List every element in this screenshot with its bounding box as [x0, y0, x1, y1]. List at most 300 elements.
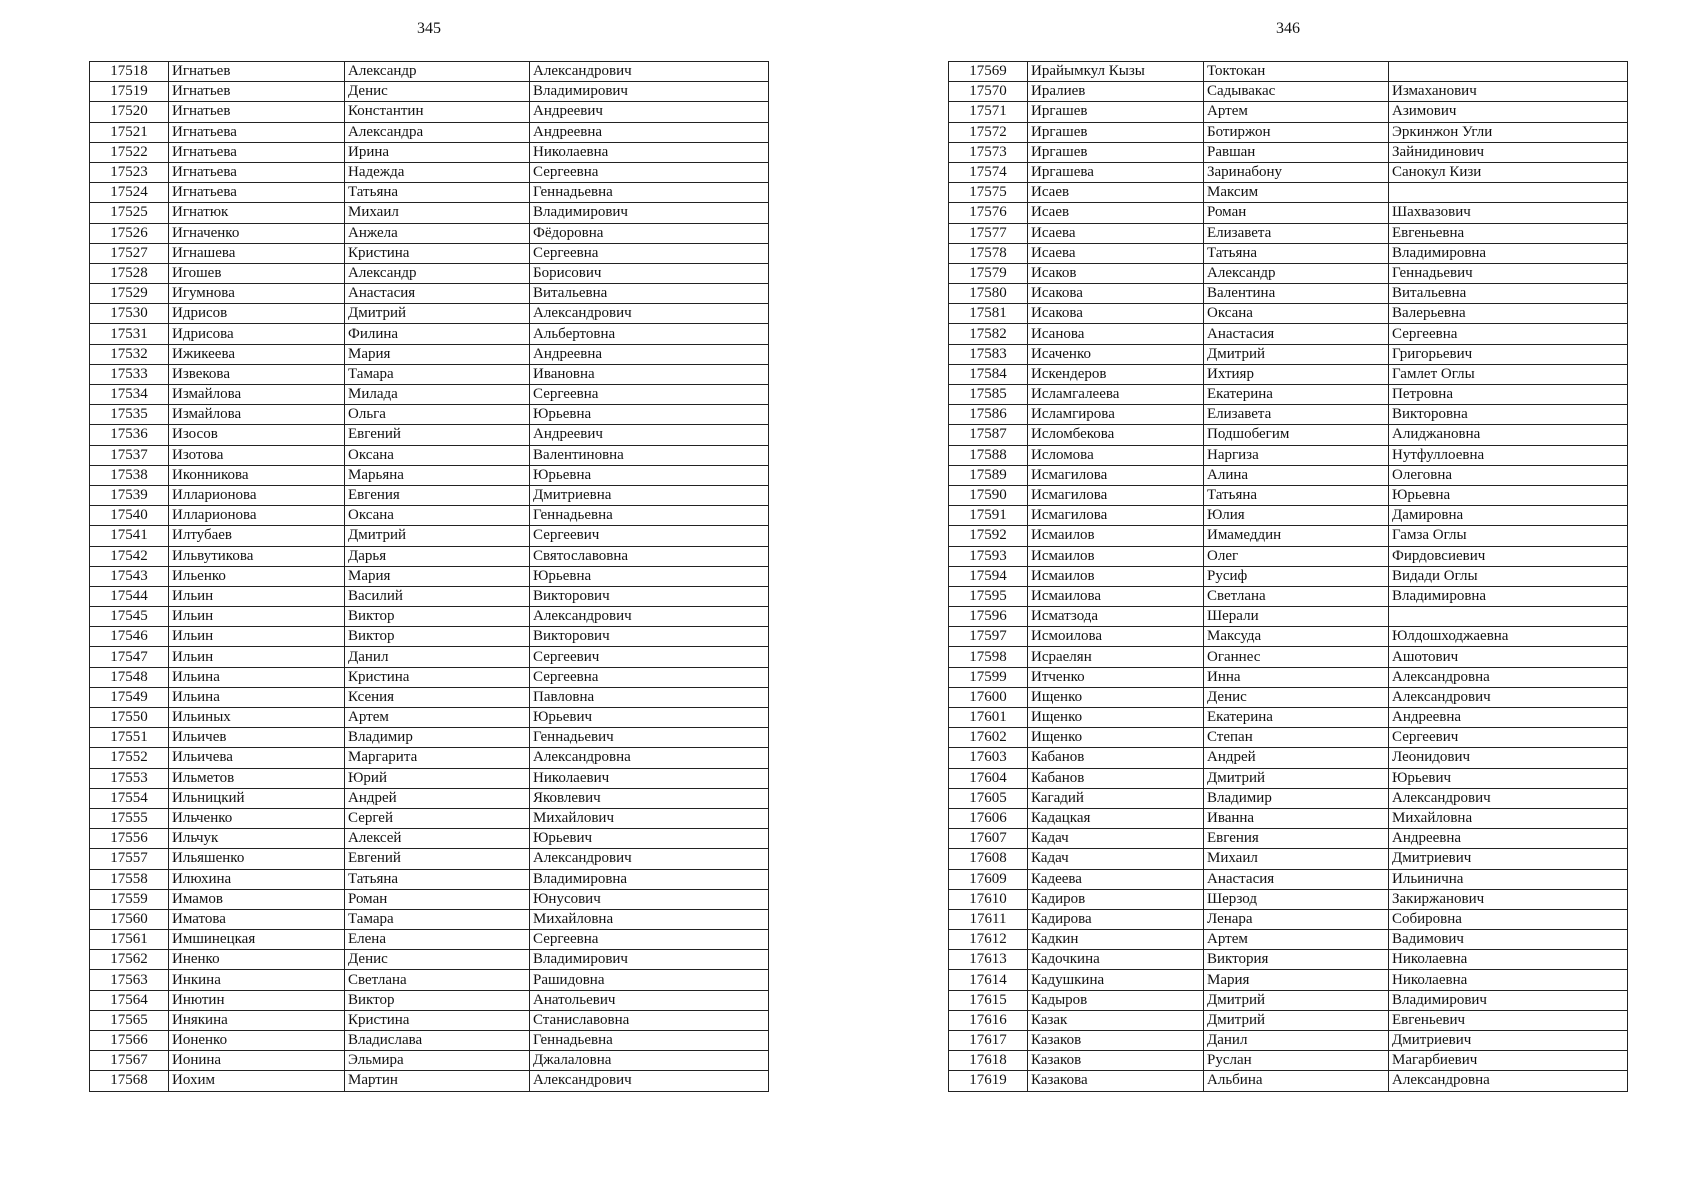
patronymic-cell: Сергеевич	[530, 647, 769, 667]
patronymic-cell: Юнусович	[530, 889, 769, 909]
first-name-cell: Тамара	[345, 364, 530, 384]
last-name-cell: Измайлова	[169, 385, 345, 405]
first-name-cell: Денис	[345, 950, 530, 970]
table-row	[949, 869, 1628, 889]
table-row	[90, 708, 769, 728]
table-row	[90, 768, 769, 788]
entry-number-cell: 17585	[949, 385, 1028, 405]
first-name-cell: Кристина	[345, 667, 530, 687]
table-row	[949, 930, 1628, 950]
table-row	[90, 102, 769, 122]
table-row	[90, 385, 769, 405]
first-name-cell: Владимир	[345, 728, 530, 748]
first-name-cell: Татьяна	[1204, 243, 1389, 263]
entry-number-cell: 17520	[90, 102, 169, 122]
first-name-cell: Виктор	[345, 607, 530, 627]
entry-number-cell: 17525	[90, 203, 169, 223]
last-name-cell: Ижикеева	[169, 344, 345, 364]
last-name-cell: Ильичев	[169, 728, 345, 748]
entry-number-cell: 17593	[949, 546, 1028, 566]
table-row	[949, 425, 1628, 445]
table-row	[90, 1051, 769, 1071]
table-row	[949, 950, 1628, 970]
patronymic-cell: Джалаловна	[530, 1051, 769, 1071]
patronymic-cell: Михайловна	[1389, 808, 1628, 828]
entry-number-cell: 17582	[949, 324, 1028, 344]
first-name-cell: Кристина	[345, 1010, 530, 1030]
entry-number-cell: 17613	[949, 950, 1028, 970]
last-name-cell: Исанова	[1028, 324, 1204, 344]
last-name-cell: Игнатьев	[169, 82, 345, 102]
table-row	[949, 788, 1628, 808]
table-row	[949, 1071, 1628, 1091]
last-name-cell: Иргашева	[1028, 162, 1204, 182]
entry-number-cell: 17559	[90, 889, 169, 909]
entry-number-cell: 17568	[90, 1071, 169, 1091]
table-row	[949, 829, 1628, 849]
first-name-cell: Валентина	[1204, 284, 1389, 304]
entry-number-cell: 17524	[90, 183, 169, 203]
table-row	[90, 889, 769, 909]
entry-number-cell: 17545	[90, 607, 169, 627]
first-name-cell: Надежда	[345, 162, 530, 182]
entry-number-cell: 17608	[949, 849, 1028, 869]
last-name-cell: Исмаилова	[1028, 586, 1204, 606]
table-row	[949, 122, 1628, 142]
first-name-cell: Елизавета	[1204, 405, 1389, 425]
last-name-cell: Ильин	[169, 647, 345, 667]
patronymic-cell: Александровна	[1389, 1071, 1628, 1091]
patronymic-cell: Витальевна	[530, 284, 769, 304]
patronymic-cell: Андреевна	[1389, 829, 1628, 849]
table-row	[949, 526, 1628, 546]
entry-number-cell: 17614	[949, 970, 1028, 990]
patronymic-cell: Александровна	[530, 748, 769, 768]
last-name-cell: Иохим	[169, 1071, 345, 1091]
table-row	[949, 405, 1628, 425]
table-row	[949, 304, 1628, 324]
table-row	[90, 162, 769, 182]
entry-number-cell: 17521	[90, 122, 169, 142]
first-name-cell: Заринабону	[1204, 162, 1389, 182]
patronymic-cell: Николаевна	[1389, 970, 1628, 990]
table-row	[90, 728, 769, 748]
entry-number-cell: 17535	[90, 405, 169, 425]
patronymic-cell	[1389, 607, 1628, 627]
first-name-cell: Владислава	[345, 1031, 530, 1051]
entry-number-cell: 17541	[90, 526, 169, 546]
patronymic-cell: Собировна	[1389, 909, 1628, 929]
patronymic-cell	[1389, 183, 1628, 203]
entry-number-cell: 17579	[949, 263, 1028, 283]
table-row	[90, 546, 769, 566]
table-row	[90, 425, 769, 445]
patronymic-cell: Александровна	[1389, 667, 1628, 687]
last-name-cell: Игошев	[169, 263, 345, 283]
table-row	[949, 162, 1628, 182]
patronymic-cell: Алиджановна	[1389, 425, 1628, 445]
table-row	[949, 243, 1628, 263]
patronymic-cell: Сергеевна	[530, 667, 769, 687]
first-name-cell: Юлия	[1204, 506, 1389, 526]
patronymic-cell: Андреевна	[530, 122, 769, 142]
entry-number-cell: 17591	[949, 506, 1028, 526]
first-name-cell: Дмитрий	[1204, 768, 1389, 788]
entry-number-cell: 17601	[949, 708, 1028, 728]
last-name-cell: Кадач	[1028, 849, 1204, 869]
table-row	[90, 1071, 769, 1091]
table-row	[90, 142, 769, 162]
entry-number-cell: 17573	[949, 142, 1028, 162]
table-row	[90, 465, 769, 485]
patronymic-cell: Николаевич	[530, 768, 769, 788]
patronymic-cell: Гамлет Оглы	[1389, 364, 1628, 384]
entry-number-cell: 17533	[90, 364, 169, 384]
patronymic-cell: Владимирович	[1389, 990, 1628, 1010]
patronymic-cell: Ивановна	[530, 364, 769, 384]
first-name-cell: Милада	[345, 385, 530, 405]
entry-number-cell: 17542	[90, 546, 169, 566]
table-row	[90, 405, 769, 425]
last-name-cell: Ильин	[169, 627, 345, 647]
patronymic-cell: Александрович	[530, 62, 769, 82]
table-row	[90, 627, 769, 647]
last-name-cell: Кадыров	[1028, 990, 1204, 1010]
first-name-cell: Артем	[1204, 930, 1389, 950]
last-name-cell: Ионенко	[169, 1031, 345, 1051]
patronymic-cell: Юрьевич	[530, 708, 769, 728]
last-name-cell: Исаева	[1028, 243, 1204, 263]
entry-number-cell: 17540	[90, 506, 169, 526]
last-name-cell: Имшинецкая	[169, 930, 345, 950]
table-row	[949, 445, 1628, 465]
patronymic-cell: Викторович	[530, 627, 769, 647]
table-row	[949, 909, 1628, 929]
first-name-cell: Елизавета	[1204, 223, 1389, 243]
first-name-cell: Имамеддин	[1204, 526, 1389, 546]
right-page	[948, 0, 1628, 1200]
last-name-cell: Инютин	[169, 990, 345, 1010]
table-row	[90, 687, 769, 707]
last-name-cell: Кадушкина	[1028, 970, 1204, 990]
patronymic-cell: Фирдовсиевич	[1389, 546, 1628, 566]
last-name-cell: Кадирова	[1028, 909, 1204, 929]
first-name-cell: Александр	[1204, 263, 1389, 283]
last-name-cell: Кабанов	[1028, 748, 1204, 768]
patronymic-cell: Эркинжон Угли	[1389, 122, 1628, 142]
table-row	[949, 970, 1628, 990]
first-name-cell: Максим	[1204, 183, 1389, 203]
last-name-cell: Исраелян	[1028, 647, 1204, 667]
entry-number-cell: 17563	[90, 970, 169, 990]
last-name-cell: Казаков	[1028, 1031, 1204, 1051]
table-row	[90, 1031, 769, 1051]
last-name-cell: Изосов	[169, 425, 345, 445]
first-name-cell: Оксана	[345, 506, 530, 526]
patronymic-cell: Магарбиевич	[1389, 1051, 1628, 1071]
table-row	[949, 263, 1628, 283]
first-name-cell: Ирина	[345, 142, 530, 162]
table-row	[90, 445, 769, 465]
entry-number-cell: 17576	[949, 203, 1028, 223]
table-row	[90, 62, 769, 82]
first-name-cell: Алексей	[345, 829, 530, 849]
entry-number-cell: 17577	[949, 223, 1028, 243]
table-row	[949, 607, 1628, 627]
patronymic-cell: Евгеньевна	[1389, 223, 1628, 243]
left-page	[89, 0, 769, 1200]
patronymic-cell: Владимировна	[530, 869, 769, 889]
first-name-cell: Роман	[345, 889, 530, 909]
patronymic-cell: Фёдоровна	[530, 223, 769, 243]
first-name-cell: Евгений	[345, 849, 530, 869]
patronymic-cell: Евгеньевич	[1389, 1010, 1628, 1030]
entry-number-cell: 17534	[90, 385, 169, 405]
table-row	[949, 142, 1628, 162]
patronymic-cell: Михайлович	[530, 808, 769, 828]
table-row	[90, 990, 769, 1010]
last-name-cell: Илларионова	[169, 506, 345, 526]
patronymic-cell: Дмитриевна	[530, 485, 769, 505]
table-row	[949, 506, 1628, 526]
table-row	[90, 647, 769, 667]
patronymic-cell: Александрович	[1389, 788, 1628, 808]
table-row	[949, 1010, 1628, 1030]
last-name-cell: Казакова	[1028, 1071, 1204, 1091]
last-name-cell: Ильин	[169, 586, 345, 606]
table-row	[90, 829, 769, 849]
patronymic-cell: Викторовна	[1389, 405, 1628, 425]
entry-number-cell: 17536	[90, 425, 169, 445]
entry-number-cell: 17544	[90, 586, 169, 606]
entry-number-cell: 17578	[949, 243, 1028, 263]
last-name-cell: Игнатьева	[169, 162, 345, 182]
patronymic-cell: Олеговна	[1389, 465, 1628, 485]
table-row	[949, 1051, 1628, 1071]
first-name-cell: Александр	[345, 62, 530, 82]
last-name-cell: Кабанов	[1028, 768, 1204, 788]
entry-number-cell: 17522	[90, 142, 169, 162]
last-name-cell: Игнатьев	[169, 102, 345, 122]
last-name-cell: Инякина	[169, 1010, 345, 1030]
first-name-cell: Шерали	[1204, 607, 1389, 627]
first-name-cell: Дарья	[345, 546, 530, 566]
last-name-cell: Изотова	[169, 445, 345, 465]
entry-number-cell: 17583	[949, 344, 1028, 364]
entry-number-cell: 17538	[90, 465, 169, 485]
last-name-cell: Исмагилова	[1028, 485, 1204, 505]
first-name-cell: Максуда	[1204, 627, 1389, 647]
patronymic-cell: Альбертовна	[530, 324, 769, 344]
table-row	[90, 304, 769, 324]
table-row	[90, 607, 769, 627]
last-name-cell: Кадочкина	[1028, 950, 1204, 970]
first-name-cell: Мария	[345, 566, 530, 586]
entry-number-cell: 17603	[949, 748, 1028, 768]
table-row	[949, 708, 1628, 728]
patronymic-cell: Николаевна	[1389, 950, 1628, 970]
last-name-cell: Иралиев	[1028, 82, 1204, 102]
last-name-cell: Исломбекова	[1028, 425, 1204, 445]
table-row	[90, 183, 769, 203]
first-name-cell: Михаил	[345, 203, 530, 223]
last-name-cell: Итченко	[1028, 667, 1204, 687]
entry-number-cell: 17550	[90, 708, 169, 728]
table-row	[949, 768, 1628, 788]
entry-number-cell: 17555	[90, 808, 169, 828]
table-row	[949, 82, 1628, 102]
table-row	[90, 364, 769, 384]
last-name-cell: Игумнова	[169, 284, 345, 304]
entry-number-cell: 17530	[90, 304, 169, 324]
entry-number-cell: 17607	[949, 829, 1028, 849]
patronymic-cell: Ашотович	[1389, 647, 1628, 667]
last-name-cell: Исмагилова	[1028, 506, 1204, 526]
last-name-cell: Измайлова	[169, 405, 345, 425]
entry-number-cell: 17617	[949, 1031, 1028, 1051]
table-row	[90, 344, 769, 364]
entry-number-cell: 17556	[90, 829, 169, 849]
entry-number-cell: 17618	[949, 1051, 1028, 1071]
entry-number-cell: 17566	[90, 1031, 169, 1051]
entry-number-cell: 17561	[90, 930, 169, 950]
first-name-cell: Оксана	[1204, 304, 1389, 324]
entry-number-cell: 17581	[949, 304, 1028, 324]
first-name-cell: Роман	[1204, 203, 1389, 223]
last-name-cell: Идрисов	[169, 304, 345, 324]
last-name-cell: Кагадий	[1028, 788, 1204, 808]
last-name-cell: Ильченко	[169, 808, 345, 828]
table-row	[949, 627, 1628, 647]
entry-number-cell: 17602	[949, 728, 1028, 748]
patronymic-cell: Гамза Оглы	[1389, 526, 1628, 546]
first-name-cell: Шерзод	[1204, 889, 1389, 909]
table-row	[949, 687, 1628, 707]
last-name-cell: Иргашев	[1028, 122, 1204, 142]
table-row	[90, 122, 769, 142]
first-name-cell: Подшобегим	[1204, 425, 1389, 445]
last-name-cell: Ильенко	[169, 566, 345, 586]
table-row	[949, 748, 1628, 768]
last-name-cell: Исмагилова	[1028, 465, 1204, 485]
first-name-cell: Татьяна	[345, 183, 530, 203]
patronymic-cell: Александрович	[530, 1071, 769, 1091]
entry-number-cell: 17526	[90, 223, 169, 243]
table-row	[90, 223, 769, 243]
first-name-cell: Андрей	[1204, 748, 1389, 768]
entry-number-cell: 17531	[90, 324, 169, 344]
patronymic-cell: Павловна	[530, 687, 769, 707]
last-name-cell: Исмаилов	[1028, 566, 1204, 586]
first-name-cell: Елена	[345, 930, 530, 950]
patronymic-cell: Андреевна	[530, 344, 769, 364]
entry-number-cell: 17518	[90, 62, 169, 82]
first-name-cell: Оксана	[345, 445, 530, 465]
last-name-cell: Игнатьева	[169, 183, 345, 203]
patronymic-cell: Станиславовна	[530, 1010, 769, 1030]
table-row	[90, 667, 769, 687]
patronymic-cell: Рашидовна	[530, 970, 769, 990]
last-name-cell: Инкина	[169, 970, 345, 990]
entry-number-cell: 17554	[90, 788, 169, 808]
last-name-cell: Игнатьева	[169, 142, 345, 162]
patronymic-cell: Александрович	[530, 849, 769, 869]
last-name-cell: Исламгирова	[1028, 405, 1204, 425]
entry-number-cell: 17557	[90, 849, 169, 869]
last-name-cell: Исаев	[1028, 183, 1204, 203]
first-name-cell: Дмитрий	[1204, 344, 1389, 364]
last-name-cell: Игнатьева	[169, 122, 345, 142]
last-name-cell: Ильин	[169, 607, 345, 627]
entry-number-cell: 17567	[90, 1051, 169, 1071]
entry-number-cell: 17604	[949, 768, 1028, 788]
patronymic-cell: Михайловна	[530, 909, 769, 929]
patronymic-cell: Закиржанович	[1389, 889, 1628, 909]
patronymic-cell: Владимировна	[1389, 243, 1628, 263]
patronymic-cell: Юрьевна	[530, 405, 769, 425]
entry-number-cell: 17575	[949, 183, 1028, 203]
first-name-cell: Филина	[345, 324, 530, 344]
first-name-cell: Виктория	[1204, 950, 1389, 970]
first-name-cell: Данил	[345, 647, 530, 667]
first-name-cell: Сергей	[345, 808, 530, 828]
table-row	[90, 485, 769, 505]
first-name-cell: Михаил	[1204, 849, 1389, 869]
entry-number-cell: 17606	[949, 808, 1028, 828]
first-name-cell: Виктор	[345, 990, 530, 1010]
first-name-cell: Константин	[345, 102, 530, 122]
table-row	[90, 284, 769, 304]
patronymic-cell: Святославовна	[530, 546, 769, 566]
first-name-cell: Александра	[345, 122, 530, 142]
last-name-cell: Ильичева	[169, 748, 345, 768]
patronymic-cell: Яковлевич	[530, 788, 769, 808]
first-name-cell: Владимир	[1204, 788, 1389, 808]
last-name-cell: Кадкин	[1028, 930, 1204, 950]
table-row	[90, 849, 769, 869]
first-name-cell: Мария	[1204, 970, 1389, 990]
table-row	[90, 1010, 769, 1030]
table-row	[90, 506, 769, 526]
first-name-cell: Маргарита	[345, 748, 530, 768]
first-name-cell: Екатерина	[1204, 708, 1389, 728]
entry-number-cell: 17619	[949, 1071, 1028, 1091]
last-name-cell: Иргашев	[1028, 102, 1204, 122]
first-name-cell: Анжела	[345, 223, 530, 243]
entry-number-cell: 17549	[90, 687, 169, 707]
entry-number-cell: 17598	[949, 647, 1028, 667]
first-name-cell: Анастасия	[1204, 869, 1389, 889]
last-name-cell: Ищенко	[1028, 728, 1204, 748]
last-name-cell: Ильчук	[169, 829, 345, 849]
table-row	[90, 930, 769, 950]
patronymic-cell: Ильинична	[1389, 869, 1628, 889]
patronymic-cell: Петровна	[1389, 385, 1628, 405]
patronymic-cell: Сергеевич	[1389, 728, 1628, 748]
last-name-cell: Илларионова	[169, 485, 345, 505]
entry-number-cell: 17587	[949, 425, 1028, 445]
table-row	[90, 748, 769, 768]
last-name-cell: Ильметов	[169, 768, 345, 788]
patronymic-cell: Геннадьевна	[530, 183, 769, 203]
table-row	[949, 183, 1628, 203]
first-name-cell: Екатерина	[1204, 385, 1389, 405]
table-row	[90, 808, 769, 828]
patronymic-cell: Владимирович	[530, 950, 769, 970]
first-name-cell: Оганнес	[1204, 647, 1389, 667]
first-name-cell: Руслан	[1204, 1051, 1389, 1071]
table-row	[949, 566, 1628, 586]
